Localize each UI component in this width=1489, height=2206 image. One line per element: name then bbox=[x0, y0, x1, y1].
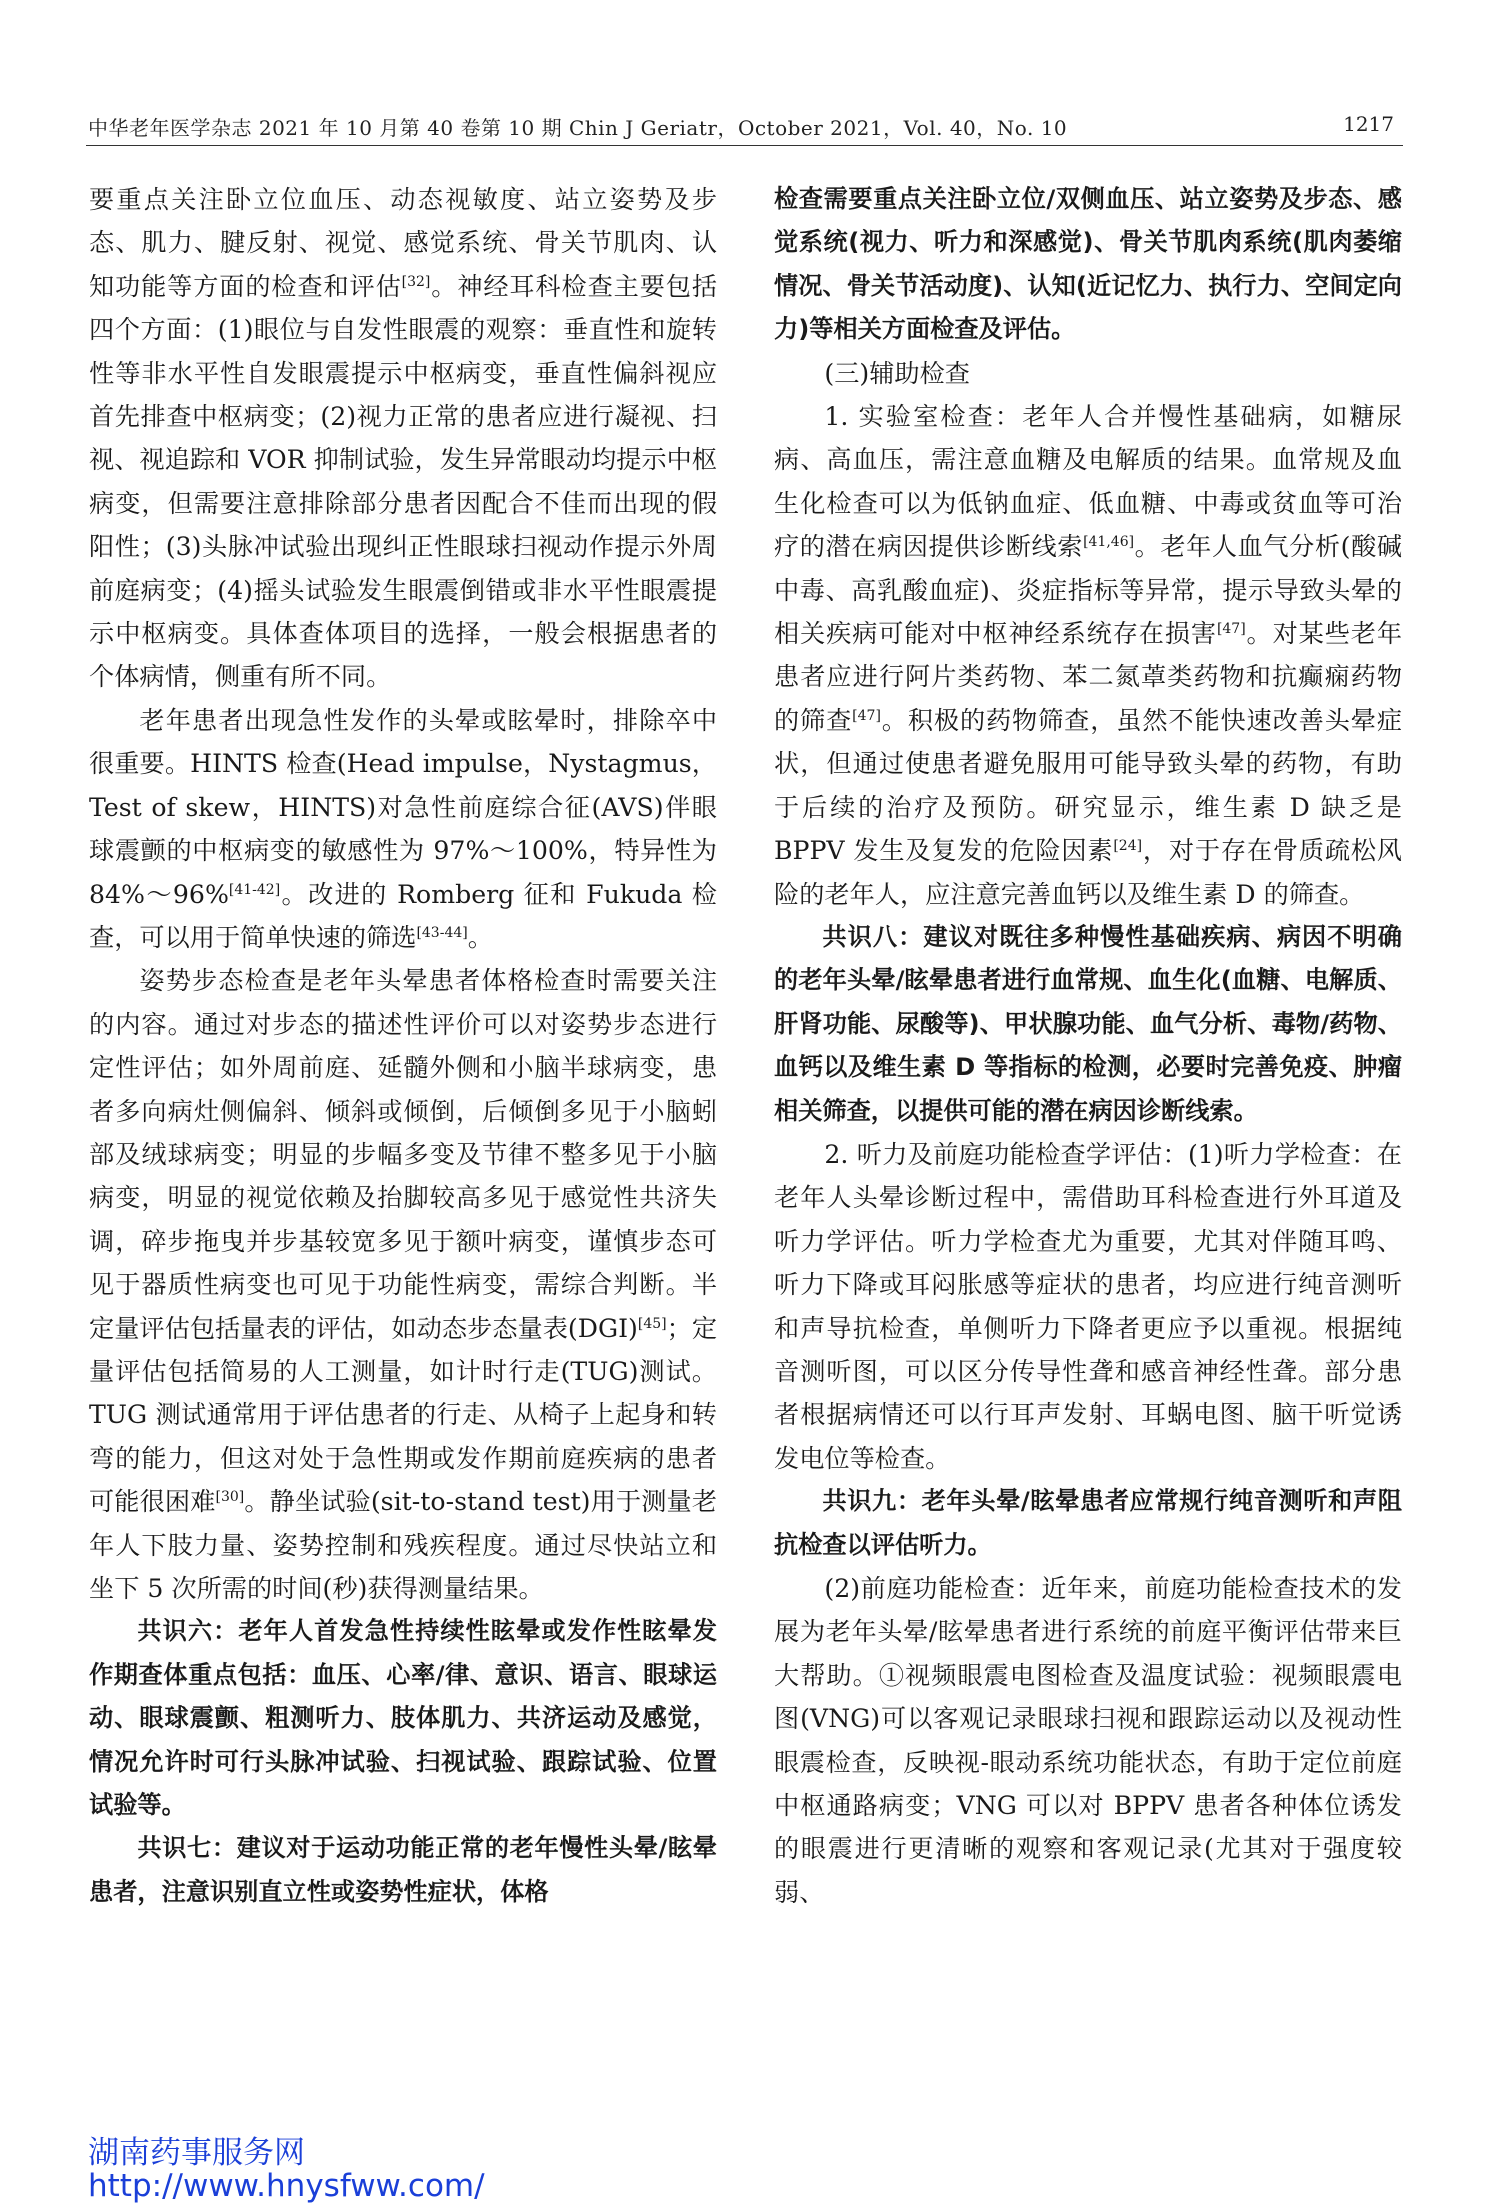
consensus-9: 共识九：老年头晕/眩晕患者应常规行纯音测听和声阻抗检查以评估听力。 bbox=[774, 1487, 1402, 1559]
consensus-6: 共识六：老年人首发急性持续性眩晕或发作性眩晕发作期查体重点包括：血压、心率/律、意识、语言、眼球运动、眼球震颤、粗测听力、肢体肌力、共济运动及感觉，情况允许时可行头脉冲试验、扫视试验、跟踪试验、位置试验等。 bbox=[89, 1617, 717, 1820]
citation[interactable]: [47] bbox=[1216, 621, 1246, 638]
citation[interactable]: [47] bbox=[852, 707, 881, 724]
right-column bbox=[774, 178, 1402, 1914]
paragraph: 老年患者出现急性发作的头晕或眩晕时，排除卒中很重要。HINTS 检查(Head impulse，Nystagmus，Test of skew，HINTS)对急性前庭综合征(AVS)伴眼球震颤的中枢病变的敏感性为 97%～100%，特异性为 84%～96%[41-42]。改进的 Romberg 征和 Fukuda 检查，可以用于简单快速的筛选[43-44]。 bbox=[89, 705, 717, 952]
paragraph: 2. 听力及前庭功能检查学评估：(1)听力学检查：在老年人头晕诊断过程中，需借助耳科检查进行外耳道及听力学评估。听力学检查尤为重要，尤其对伴随耳鸣、听力下降或耳闷胀感等症状的患者，均应进行纯音测听和声导抗检查，单侧听力下降者更应予以重视。根据纯音测听图，可以区分传导性聋和感音神经性聋。部分患者根据病情还可以行耳声发射、耳蜗电图、脑干听觉诱发电位等检查。 bbox=[774, 1139, 1402, 1473]
paragraph: 1. 实验室检查：老年人合并慢性基础病，如糖尿病、高血压，需注意血糖及电解质的结果。血常规及血生化检查可以为低钠血症、低血糖、中毒或贫血等可治疗的潜在病因提供诊断线索[41,46]。老年人血气分析(酸碱中毒、高乳酸血症)、炎症指标等异常，提示导致头晕的相关疾病可能对中枢神经系统存在损害[47]。对某些老年患者应进行阿片类药物、苯二氮䓬类药物和抗癫痫药物的筛查[47]。积极的药物筛查，虽然不能快速改善头晕症状，但通过使患者避免服用可能导致头晕的药物，有助于后续的治疗及预防。研究显示，维生素 D 缺乏是 BPPV 发生及复发的危险因素[24]，对于存在骨质疏松风险的老年人，应注意完善血钙以及维生素 D 的筛查。 bbox=[774, 402, 1403, 909]
citation[interactable]: [45] bbox=[637, 1315, 667, 1332]
citation[interactable]: [32] bbox=[401, 273, 431, 290]
citation[interactable]: [43-44] bbox=[416, 924, 468, 941]
paragraph: 姿势步态检查是老年头晕患者体格检查时需要关注的内容。通过对步态的描述性评价可以对姿势步态进行定性评估；如外周前庭、延髓外侧和小脑半球病变，患者多向病灶侧偏斜、倾斜或倾倒，后倾倒多见于小脑蚓部及绒球病变；明显的步幅多变及节律不整多见于小脑病变，明显的视觉依赖及抬脚较高多见于感觉性共济失调，碎步拖曳并步基较宽多见于额叶病变，谨慎步态可见于器质性病变也可见于功能性病变，需综合判断。半定量评估包括量表的评估，如动态步态量表(DGI)[45]；定量评估包括简易的人工测量，如计时行走(TUG)测试。TUG 测试通常用于评估患者的行走、从椅子上起身和转弯的能力，但这对处于急性期或发作期前庭疾病的患者可能很困难[30]。静坐试验(sit-to-stand test)用于测量老年人下肢力量、姿势控制和残疾程度。通过尽快站立和坐下 5 次所需的时间(秒)获得测量结果。 bbox=[89, 966, 718, 1603]
paragraph: 要重点关注卧立位血压、动态视敏度、站立姿势及步态、肌力、腱反射、视觉、感觉系统、骨关节肌肉、认知功能等方面的检查和评估[32]。神经耳科检查主要包括四个方面：(1)眼位与自发性眼震的观察：垂直性和旋转性等非水平性自发眼震提示中枢病变，垂直性偏斜视应首先排查中枢病变；(2)视力正常的患者应进行凝视、扫视、视追踪和 VOR 抑制试验，发生异常眼动均提示中枢病变，但需要注意排除部分患者因配合不佳而出现的假阳性；(3)头脉冲试验出现纠正性眼球扫视动作提示外周前庭病变；(4)摇头试验发生眼震倒错或非水平性眼震提示中枢病变。具体查体项目的选择，一般会根据患者的个体病情，侧重有所不同。 bbox=[89, 185, 718, 692]
running-header: 中华老年医学杂志 2021 年 10 月第 40 卷第 10 期 Chin J Geriatr，October 2021，Vol. 40，No. 10 bbox=[88, 116, 1068, 140]
page-number: 1217 bbox=[1343, 112, 1394, 136]
citation[interactable]: [41-42] bbox=[228, 881, 281, 898]
consensus-7: 共识七：建议对于运动功能正常的老年慢性头晕/眩晕患者，注意识别直立性或姿势性症状，体格 bbox=[89, 1834, 717, 1906]
section-heading: (三)辅助检查 bbox=[824, 358, 970, 388]
watermark-title: 湖南药事服务网 bbox=[88, 2135, 305, 2171]
paragraph: (2)前庭功能检查：近年来，前庭功能检查技术的发展为老年头晕/眩晕患者进行系统的前庭平衡评估带来巨大帮助。①视频眼震电图检查及温度试验：视频眼震电图(VNG)可以客观记录眼球扫视和跟踪运动以及视动性眼震检查，反映视-眼动系统功能状态，有助于定位前庭中枢通路病变；VNG 可以对 BPPV 患者各种体位诱发的眼震进行更清晰的观察和客观记录(尤其对于强度较弱、 bbox=[774, 1574, 1402, 1907]
citation[interactable]: [24] bbox=[1113, 838, 1143, 855]
consensus-8: 共识八：建议对既往多种慢性基础疾病、病因不明确的老年头晕/眩晕患者进行血常规、血生化(血糖、电解质、肝肾功能、尿酸等)、甲状腺功能、血气分析、毒物/药物、血钙以及维生素 D 等指标的检测，必要时完善免疫、肿瘤相关筛查，以提供可能的潜在病因诊断线索。 bbox=[774, 922, 1402, 1125]
left-column bbox=[89, 178, 717, 1914]
consensus-7-continued: 检查需要重点关注卧立位/双侧血压、站立姿势及步态、感觉系统(视力、听力和深感觉)、骨关节肌肉系统(肌肉萎缩情况、骨关节活动度)、认知(近记忆力、执行力、空间定向力)等相关方面检查及评估。 bbox=[774, 185, 1402, 344]
header-rule bbox=[86, 145, 1403, 146]
citation[interactable]: [30] bbox=[215, 1489, 245, 1506]
watermark-url[interactable]: http://www.hnysfww.com/ bbox=[88, 2168, 485, 2204]
citation[interactable]: [41,46] bbox=[1083, 534, 1135, 551]
